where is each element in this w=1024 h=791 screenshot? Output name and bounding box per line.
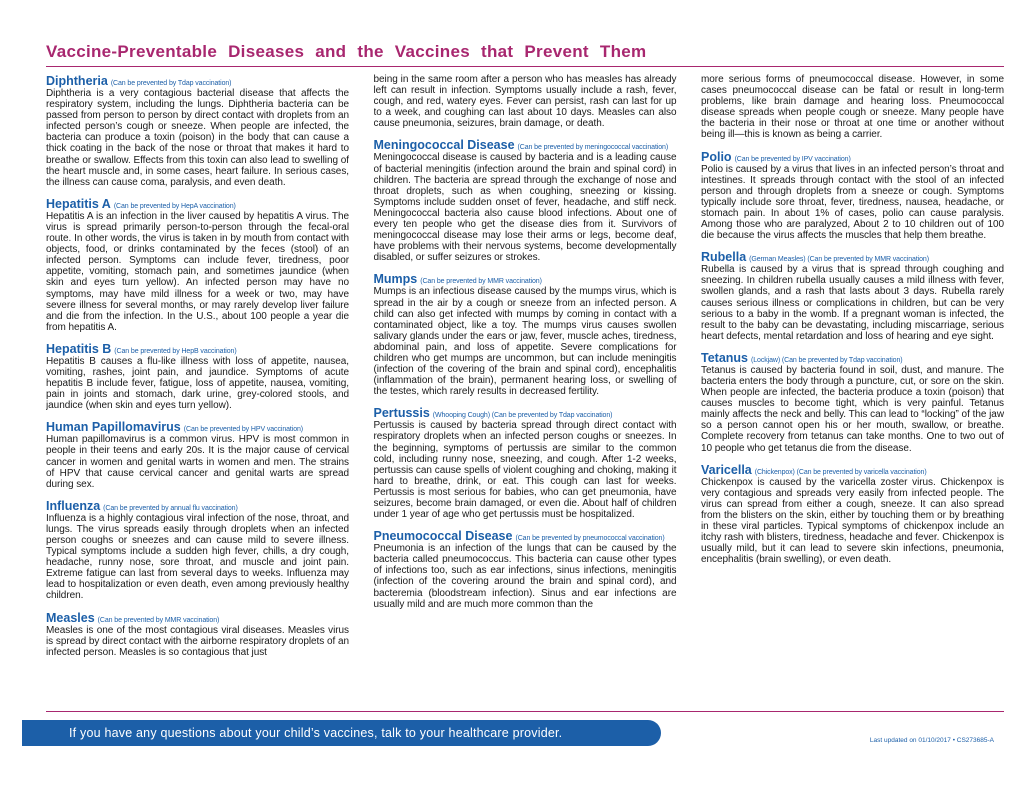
disease-description: Diphtheria is a very contagious bacterial disease that affects the respiratory system, including the lungs. Diphtheria bacteria can be passed from person to person by direct contact with droplets from an infected person’s cough or sneeze. When people are infected, the bacteria can produce a toxin (poison) in the body that can cause a thick coating in the back of the nose or throat that makes it hard to breathe or swallow. Effects from this toxin can also lead to swelling of the heart muscle and, in some cases, heart failure. In serious cases, the illness can cause coma, paralysis, and even death. [46,88,349,188]
disease-name: Varicella [701,462,752,477]
vaccine-note: (Lockjaw) (Can be prevented by Tdap vaccination) [751,356,903,364]
vaccine-note: (Can be prevented by annual flu vaccination) [103,504,238,512]
entry-mumps [374,272,677,397]
vaccine-note: (Can be prevented by HPV vaccination) [183,426,304,434]
column-right [701,74,1004,708]
entry-heading [374,529,677,543]
disease-description: Rubella is caused by a virus that is spread through coughing and sneezing. In children rubella usually causes a mild illness with fever, swollen glands, and a rash that lasts about 3 days. Rubella rarely causes serious illness or complications in children, but can be very serious to a baby in the womb. If a pregnant woman is infected, the result to the baby can be devastating, including miscarriage, serious heart defects, mental retardation and loss of hearing and eye sight. [701,264,1004,342]
entry-heading [701,250,1004,264]
vaccine-note: (Can be prevented by meningococcal vaccination) [517,144,669,152]
disease-name: Rubella [701,250,747,265]
footer-banner [22,720,661,746]
entry-heading [701,463,1004,477]
disease-description: Tetanus is caused by bacteria found in soil, dust, and manure. The bacteria enters the body through a puncture, cut, or sore on the skin. When people are infected, the bacteria produce a toxin (poison) that causes muscles to become tight, which is very painful. Tetanus mainly affects the neck and belly. This can lead to “locking” of the jaw so a person cannot open his or her mouth, swallow, or breathe. Complete recovery from tetanus can take months. One to two out of 10 people who get tetanus die from the disease. [701,364,1004,454]
disease-columns [46,74,1004,708]
vaccine-note: (Can be prevented by MMR vaccination) [420,278,542,286]
entry-hepatitis-a [46,197,349,333]
vaccine-note: (Can be prevented by IPV vaccination) [734,155,851,163]
disease-description: Pertussis is caused by bacteria spread through direct contact with respiratory droplets when an infected person coughs or sneezes. In the beginning, symptoms of pertussis are similar to the common cold, including runny nose, sneezing, and cough. After 1-2 weeks, pertussis can cause spells of violent coughing and choking, making it hard to breathe, drink, or eat. This cough can last for weeks. Pertussis is most serious for babies, who can get pneumonia, have seizures, become brain damaged, or even die. About half of children under 1 year of age who get pertussis must be hospitalized. [373,420,677,521]
entry-influenza [46,499,349,602]
disease-name: Tetanus [701,350,748,365]
entry-varicella [701,463,1004,566]
vaccine-note: (Can be prevented by HepA vaccination) [113,202,236,210]
vaccine-note: (Chickenpox) (Can be prevented by varicella vaccination) [754,468,927,476]
entry-heading [374,406,677,420]
disease-name: Pertussis [373,406,430,421]
disease-name: Pneumococcal Disease [373,529,513,544]
entry-hepatitis-b [46,342,349,411]
entry-rubella [701,250,1004,342]
disease-description: Pneumonia is an infection of the lungs that can be caused by the bacteria called pneumococcus. This bacteria can cause other types of infections too, such as ear infections, sinus infections, meningitis (infection of the covering around the brain and spinal cord), and bacteremia (bloodstream infection). Sinus and ear infections are usually mild and are much more common than the [373,543,677,610]
entry-heading [46,611,349,625]
entry-diphtheria [46,74,349,188]
disease-description: Hepatitis B causes a flu-like illness with loss of appetite, nausea, vomiting, rashes, joint pain, and jaundice. Symptoms of acute hepatitis B include fever, fatigue, loss of appetite, nausea, vomiting, pain in joints and stomach, dark urine, grey-colored stools, and jaundice (when skin and eyes turn yellow). [46,355,349,412]
vaccine-note: (Can be prevented by pneumococcal vaccination) [515,535,665,543]
entry-tetanus [701,351,1004,454]
entry-heading [46,499,349,513]
disease-description: Human papillomavirus is a common virus. HPV is most common in people in their teens and early 20s. It is the major cause of cervical cancer in women and genital warts in women and men. The strains of HPV that cause cervical cancer and genital warts are spread during sex. [46,434,349,490]
entry-pertussis [374,406,677,520]
footer-rule [46,711,1004,712]
disease-name: Human Papillomavirus [46,420,181,435]
continued-text: being in the same room after a person who has measles has already left can result in infection. Symptoms usually include a rash, fever, cough, and red, watery eyes. Fever can persist, rash can last for up to a week, and coughing can last about 10 days. Measles can also cause pneumonia, seizures, brain damage, or death. [373,74,677,130]
title-rule [46,66,1004,67]
disease-name: Diphtheria [46,74,108,88]
last-updated: Last updated on 01/10/2017 • CS273685-A [869,737,994,744]
entry-heading [701,351,1004,365]
disease-description: Meningococcal disease is caused by bacteria and is a leading cause of bacterial meningitis (infection around the brain and spinal cord) in children. The bacteria are spread through the exchange of nose and throat droplets, such as when coughing, sneezing or kissing. Symptoms include sudden onset of fever, headache, and stiff neck. Meningococcal bacteria also cause blood infections. About one of every ten people who get the disease dies from it. Survivors of meningococcal disease may lose their arms or legs, become deaf, have problems with their nervous systems, become developmentally disabled, or suffer seizures or strokes. [373,152,677,264]
entry-heading [374,272,677,286]
disease-description: Influenza is a highly contagious viral infection of the nose, throat, and lungs. The virus spreads easily through droplets when an infected person coughs or sneezes and can cause mild to severe illness. Typical symptoms include a sudden high fever, chills, a dry cough, headache, runny nose, sore throat, and muscle and joint pain. Extreme fatigue can last from several days to weeks. Influenza may lead to hospitalization or even death, even among previously healthy children. [46,512,349,602]
entry-heading [46,74,349,88]
disease-name: Polio [701,149,732,164]
page-title: Vaccine-Preventable Diseases and the Vaccines that Prevent Them [46,42,647,61]
disease-name: Hepatitis A [46,196,111,211]
disease-name: Meningococcal Disease [373,138,515,153]
disease-name: Influenza [46,498,101,513]
entry-meningococcal-disease [374,138,677,263]
vaccine-note: (German Measles) (Can be prevented by MMR vaccination) [749,256,929,264]
vaccine-note: (Can be prevented by MMR vaccination) [97,616,220,624]
entry-pneumococcal-disease [374,529,677,610]
entry-measles [46,611,349,658]
disease-description: Measles is one of the most contagious viral diseases. Measles virus is spread by direct contact with the airborne respiratory droplets of an infected person. Measles is so contagious that just [46,624,349,658]
disease-name: Measles [46,610,95,625]
vaccine-note: (Can be prevented by Tdap vaccination) [110,80,232,87]
entry-human-papillomavirus [46,420,349,489]
entry-heading [46,342,349,356]
continued-text: more serious forms of pneumococcal disease. However, in some cases pneumococcal disease can be fatal or result in long-term problems, like brain damage and hearing loss. Pneumococcal disease spreads when people cough or sneeze. Many people have the bacteria in their nose or throat at one time or another without being ill—this is known as being a carrier. [701,74,1004,141]
entry-heading [701,150,1004,164]
entry-polio [701,150,1004,242]
vaccine-note: (Can be prevented by HepB vaccination) [114,347,237,355]
disease-name: Hepatitis B [46,341,112,356]
disease-name: Mumps [373,272,418,287]
disease-description: Hepatitis A is an infection in the liver caused by hepatitis A virus. The virus is spread primarily person-to-person through the fecal-oral route. In other words, the virus is taken in by mouth from contact with objects, food, or drinks contaminated by the feces (stool) of an infected person. Symptoms can include fever, tiredness, poor appetite, vomiting, stomach pain, and sometimes jaundice (when skin and eyes turn yellow). An infected person may have no symptoms, may have mild illness for a week or two, may have severe illness for several months, or may rarely develop liver failure and die from the infection. In the U.S., about 100 people a year die from hepatitis A. [46,210,349,333]
disease-description: Mumps is an infectious disease caused by the mumps virus, which is spread in the air by a cough or sneeze from an infected person. A child can also get infected with mumps by coming in contact with a contaminated object, like a toy. The mumps virus causes swollen salivary glands under the ears or jaw, fever, muscle aches, tiredness, abdominal pain, and loss of appetite. Severe complications for children who get mumps are uncommon, but can include meningitis (infection of the covering of the brain and spinal cord), encephalitis (inflammation of the brain), permanent hearing loss, or swelling of the testes, which rarely results in decreased fertility. [373,286,677,398]
footer-message: If you have any questions about your child’s vaccines, talk to your healthcare provider. [69,726,563,740]
entry-heading [374,138,677,152]
column-middle [374,74,677,708]
entry-heading [46,197,349,211]
entry-heading [46,420,349,434]
disease-description: Chickenpox is caused by the varicella zoster virus. Chickenpox is very contagious and spreads very easily from infected people. The virus can spread from either a cough, sneeze. It can also spread from the blisters on the skin, either by touching them or by breathing in these viral particles. Typical symptoms of chickenpox include an itchy rash with blisters, tiredness, headache and fever. Chickenpox is usually mild, but it can lead to severe skin infections, pneumonia, encephalitis (brain swelling), or even death. [701,476,1004,566]
vaccine-note: (Whooping Cough) (Can be prevented by Tdap vaccination) [432,412,613,420]
disease-description: Polio is caused by a virus that lives in an infected person’s throat and intestines. It spreads through contact with the stool of an infected person and through droplets from a sneeze or cough. Symptoms typically include sore throat, fever, tiredness, nausea, headache, or stomach pain. In about 1% of cases, polio can cause paralysis. Among those who are paralyzed, About 2 to 10 children out of 100 die because the virus affects the muscles that help them breathe. [701,163,1004,242]
column-left [46,74,349,708]
